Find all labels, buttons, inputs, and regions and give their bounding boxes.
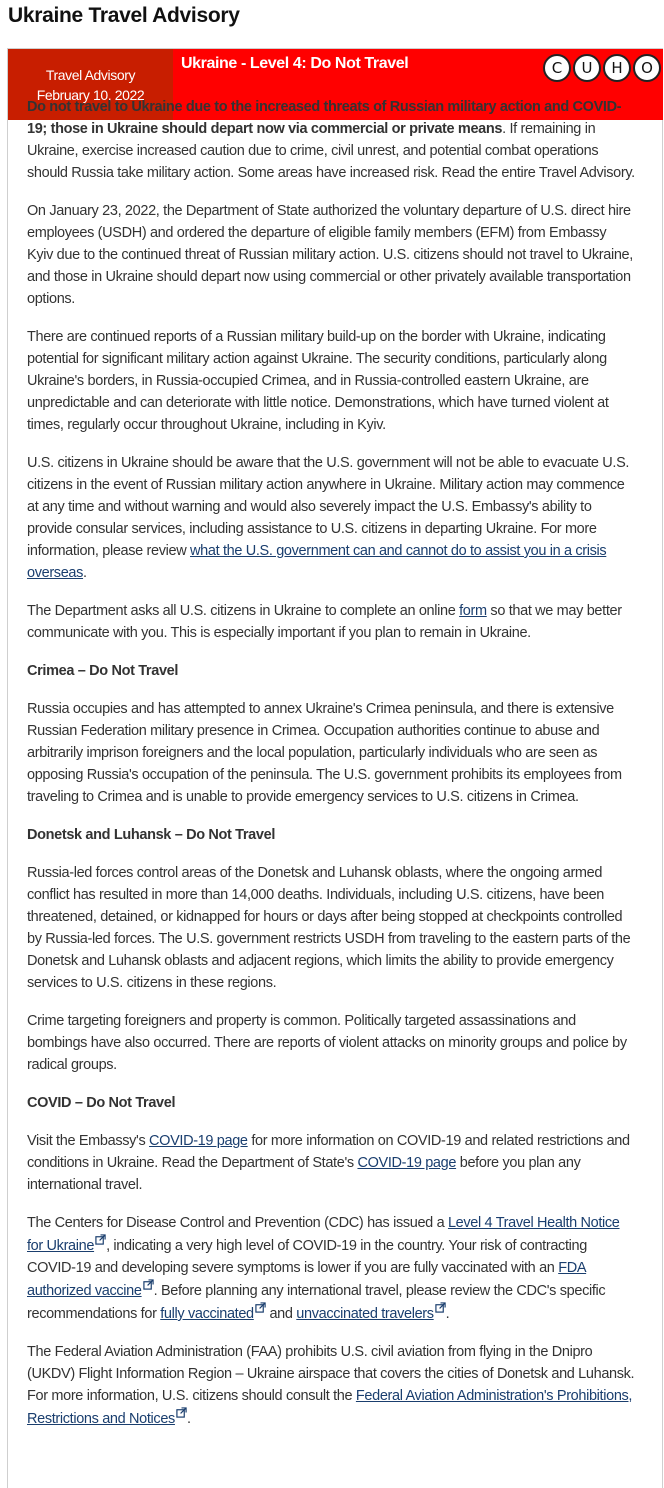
form-paragraph xyxy=(27,600,635,644)
crimea-heading: Crimea – Do Not Travel xyxy=(27,663,179,679)
fda-vaccine-link[interactable]: FDA authorized vaccine xyxy=(27,1260,587,1299)
cdc-text-e: . xyxy=(445,1306,450,1322)
cdc-notice-link[interactable]: Level 4 Travel Health Notice for Ukraine xyxy=(27,1215,620,1254)
online-form-link[interactable]: form xyxy=(459,603,487,619)
cdc-paragraph xyxy=(27,1212,635,1325)
risk-indicators xyxy=(543,54,661,82)
evacuation-text: U.S. citizens in Ukraine should be aware that the U.S. government will not be able to evacuate U.S. citizens in the event of Russian military action anywhere in Ukraine. Military action may commence at any time and without warning and would also severely impact the U.S. Embassy's ability to provide consular services, including assistance to U.S. citizens in departing Ukraine. For more information, please review xyxy=(27,455,630,559)
covid-embassy-paragraph xyxy=(27,1130,635,1196)
page-title: Ukraine Travel Advisory xyxy=(8,4,240,27)
evacuation-paragraph xyxy=(27,452,635,584)
indicator-c[interactable]: C xyxy=(543,54,571,82)
cdc-text-c: . Before planning any international travel, please review the CDC's specific recommendations for xyxy=(27,1283,606,1322)
donetsk-paragraph: Russia-led forces control areas of the Donetsk and Luhansk oblasts, where the ongoing armed conflict has resulted in more than 14,000 deaths. Individuals, including U.S. citizens, have been threatened, detained, or kidnapped for hours or days after being stopped at checkpoints controlled by Russia-led forces. The U.S. government restricts USDH from traveling to the eastern parts of the Donetsk and Luhansk oblasts and adjacent regions, which limits the ability to provide emergency services to U.S. citizens in these regions. xyxy=(27,865,631,991)
external-link-icon xyxy=(176,1407,187,1418)
summary-rest: . If remaining in Ukraine, exercise increased caution due to crime, civil unrest, and potential combat operations should Russia take military action. Some areas have increased risk. Read the entire Travel Advisory. xyxy=(27,121,635,181)
cdc-text-a: The Centers for Disease Control and Prevention (CDC) has issued a xyxy=(27,1215,448,1231)
covid-text-b: for more information on COVID-19 and related restrictions and conditions in Ukraine. Read the Department of State's xyxy=(27,1133,630,1171)
summary-paragraph xyxy=(27,96,635,184)
embassy-covid-link[interactable]: COVID-19 page xyxy=(149,1133,248,1149)
advisory-content xyxy=(27,96,635,1446)
departure-paragraph: On January 23, 2022, the Department of State authorized the voluntary departure of U.S. direct hire employees (USDH) and ordered the departure of eligible family members (EFM) from Embassy Kyiv due to the continued threat of Russian military action. U.S. citizens should not travel to Ukraine, and those in Ukraine should depart now using commercial or other privately available transportation options. xyxy=(27,203,633,307)
external-link-icon xyxy=(435,1302,446,1313)
faa-text-b: . xyxy=(186,1411,191,1427)
cdc-text-b: , indicating a very high level of COVID-19 in the country. Your risk of contracting COVID-19 and developing severe symptoms is lower if you are fully vaccinated with an xyxy=(27,1238,587,1276)
fully-vaccinated-link[interactable]: fully vaccinated xyxy=(160,1306,254,1322)
covid-text-a: Visit the Embassy's xyxy=(27,1133,150,1149)
summary-bold: Do not travel to Ukraine due to the increased threats of Russian military action and COVID-19; those in Ukraine should depart now via commercial or private means xyxy=(27,99,622,137)
faa-prohibitions-link[interactable]: Federal Aviation Administration's Prohibitions, Restrictions and Notices xyxy=(27,1388,633,1427)
donetsk-heading: Donetsk and Luhansk – Do Not Travel xyxy=(27,827,275,843)
covid-text-c: before you plan any international travel. xyxy=(27,1155,581,1193)
unvaccinated-travelers-link[interactable]: unvaccinated travelers xyxy=(296,1306,434,1322)
advisory-label: Travel Advisory xyxy=(45,66,136,83)
advisory-level: Ukraine - Level 4: Do Not Travel xyxy=(181,55,409,72)
faa-paragraph xyxy=(27,1341,635,1430)
advisory-date: February 10, 2022 xyxy=(36,86,145,103)
evacuation-end: . xyxy=(83,565,87,581)
form-text-b: so that we may better communicate with you. This is especially important if you plan to remain in Ukraine. xyxy=(27,603,622,641)
external-link-icon xyxy=(95,1234,106,1245)
buildup-paragraph: There are continued reports of a Russian military build-up on the border with Ukraine, indicating potential for significant military action against Ukraine. The security conditions, particularly along Ukraine's borders, in Russia-occupied Crimea, and in Russia-controlled eastern Ukraine, are unpredictable and can deteriorate with little notice. Demonstrations, which have turned violent at times, regularly occur throughout Ukraine, including in Kyiv. xyxy=(27,329,609,433)
crimea-paragraph: Russia occupies and has attempted to annex Ukraine's Crimea peninsula, and there is extensive Russian Federation military presence in Crimea. Occupation authorities continue to abuse and arbitrarily imprison foreigners and the local population, particularly individuals who are seen as opposing Russia's occupation of the peninsula. The U.S. government prohibits its employees from traveling to Crimea and is unable to provide emergency services to U.S. citizens in Crimea. xyxy=(27,701,622,805)
crime-paragraph: Crime targeting foreigners and property is common. Politically targeted assassinations and bombings have also occurred. There are reports of violent attacks on minority groups and police by radical groups. xyxy=(27,1013,627,1073)
form-text-a: The Department asks all U.S. citizens in Ukraine to complete an online xyxy=(27,603,460,619)
covid-heading: COVID – Do Not Travel xyxy=(27,1095,176,1111)
cdc-text-d: and xyxy=(265,1306,297,1322)
crisis-overseas-link[interactable]: what the U.S. government can and cannot do to assist you in a crisis overseas xyxy=(27,543,607,581)
indicator-o[interactable]: O xyxy=(633,54,661,82)
state-covid-link[interactable]: COVID-19 page xyxy=(357,1155,457,1171)
external-link-icon xyxy=(255,1302,266,1313)
indicator-h[interactable]: H xyxy=(603,54,631,82)
indicator-u[interactable]: U xyxy=(573,54,601,82)
external-link-icon xyxy=(143,1279,154,1290)
faa-text-a: The Federal Aviation Administration (FAA) prohibits U.S. civil aviation from flying in the Dnipro (UKDV) Flight Information Region – Ukraine airspace that covers the cities of Donetsk and Luhansk. For more information, U.S. citizens should consult the xyxy=(27,1344,635,1404)
